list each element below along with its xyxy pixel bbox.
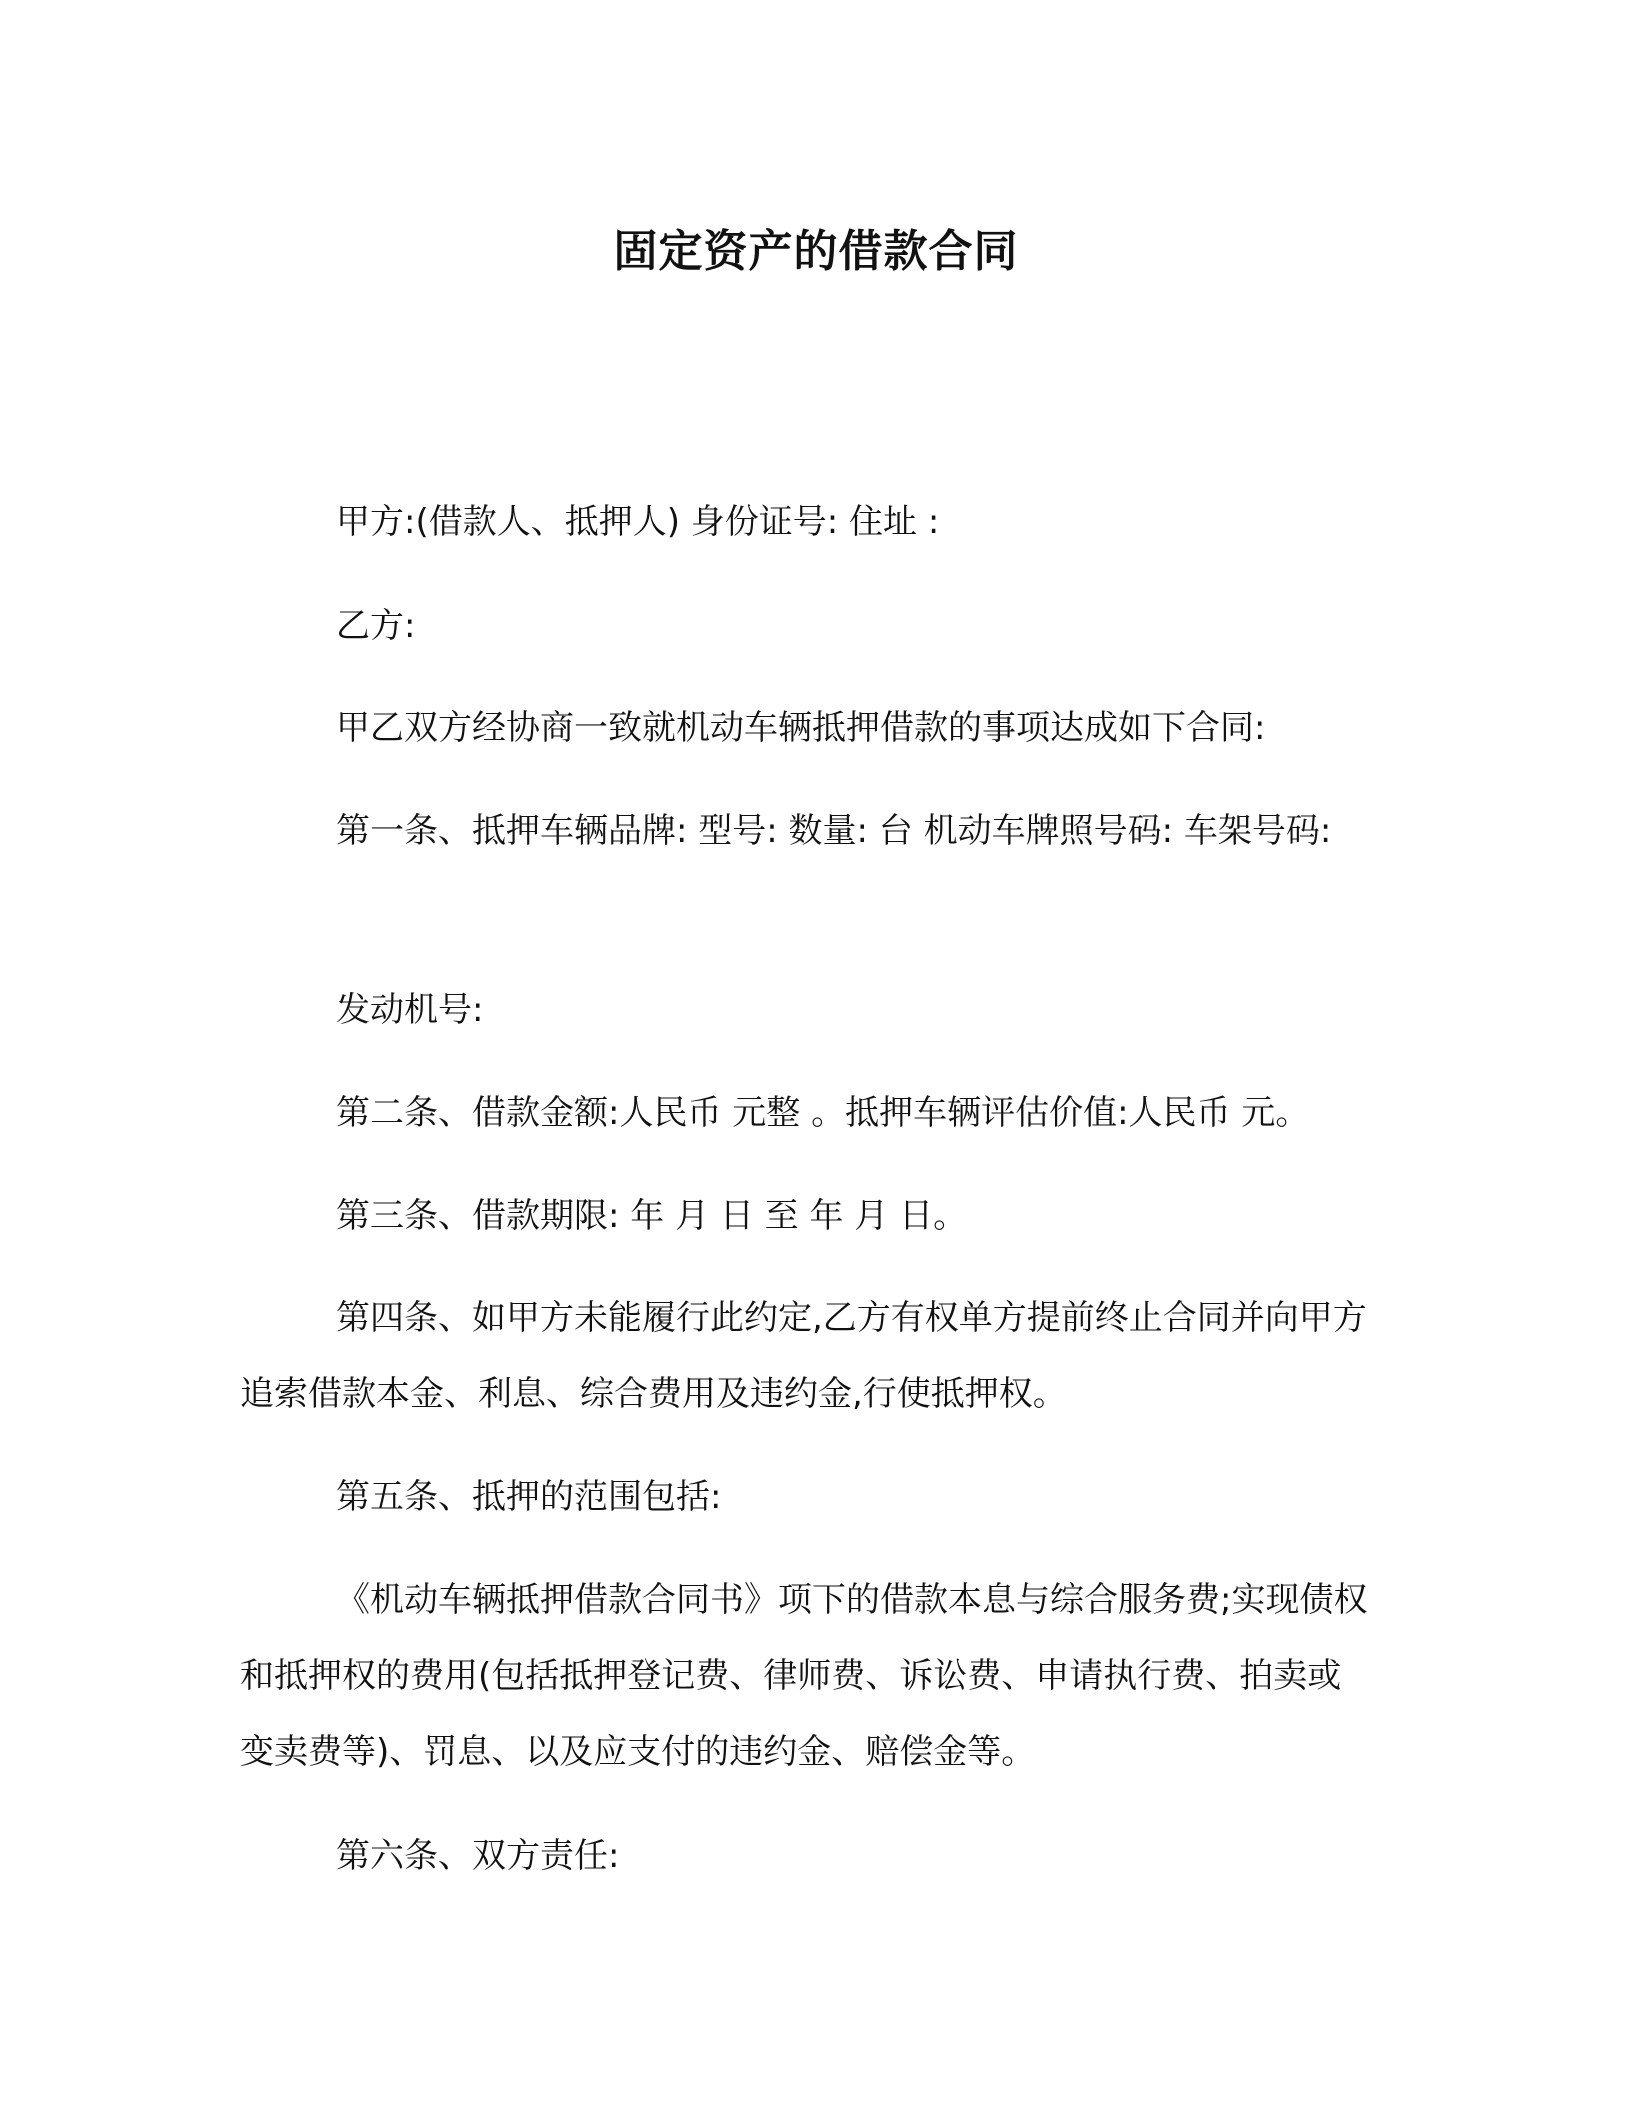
article-5-scope: 《机动车辆抵押借款合同书》项下的借款本息与综合服务费;实现债权和抵押权的费用(包括抵押登记费、律师费、诉讼费、申请执行费、拍卖或变卖费等)、罚息、以及应支付的违约金、赔偿金等。 (240, 1580, 1368, 1772)
article-5: 第五条、抵押的范围包括: (336, 1477, 722, 1517)
article-1: 第一条、抵押车辆品牌: 型号: 数量: 台 机动车牌照号码: 车架号码: (336, 811, 1332, 851)
party-b-line: 乙方: (336, 606, 416, 646)
article-6: 第六条、双方责任: (336, 1836, 620, 1876)
party-a-line: 甲方:(借款人、抵押人) 身份证号: 住址 : (336, 502, 940, 542)
article-4: 第四条、如甲方未能履行此约定,乙方有权单方提前终止合同并向甲方追索借款本金、利息、综合费用及违约金,行使抵押权。 (240, 1298, 1367, 1414)
article-2: 第二条、借款金额:人民币 元整 。抵押车辆评估价值:人民币 元。 (336, 1093, 1310, 1133)
agreement-intro: 甲乙双方经协商一致就机动车辆抵押借款的事项达成如下合同: (336, 708, 1266, 748)
document-title: 固定资产的借款合同 (613, 226, 1019, 277)
article-3: 第三条、借款期限: 年 月 日 至 年 月 日。 (336, 1196, 968, 1236)
engine-number-line: 发动机号: (336, 990, 484, 1030)
